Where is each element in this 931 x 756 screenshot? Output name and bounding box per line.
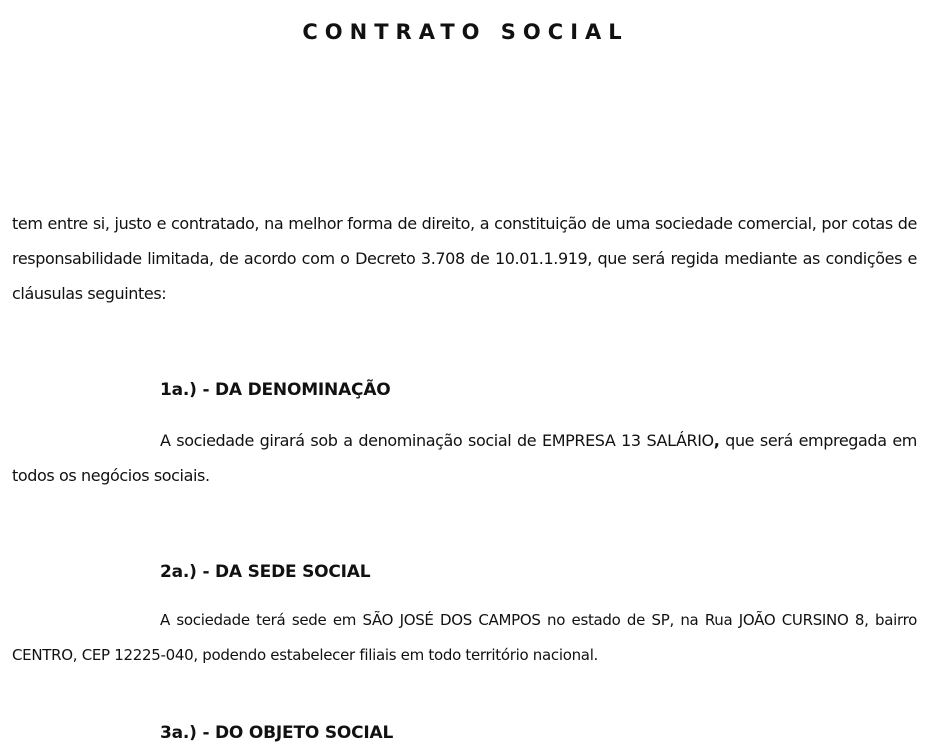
document-title: CONTRATO SOCIAL bbox=[302, 20, 629, 44]
section-text-denominacao-end: que será empregada em todos os negócios sociais. bbox=[12, 431, 917, 485]
section-heading-denominacao: 1a.) - DA DENOMINAÇÃO bbox=[160, 380, 391, 400]
section-heading-sede: 2a.) - DA SEDE SOCIAL bbox=[160, 562, 371, 582]
section-text-denominacao bbox=[12, 423, 917, 493]
section-text-denominacao-comma: , bbox=[713, 431, 720, 450]
section-heading-objeto: 3a.) - DO OBJETO SOCIAL bbox=[160, 723, 394, 743]
intro-paragraph: tem entre si, justo e contratado, na melhor forma de direito, a constituição de uma sociedade comercial, por cotas de responsabilidade limitada, de acordo com o Decreto 3.708 de 10.01.1.919, que será regida mediante as condições e cláusulas seguintes: bbox=[12, 214, 917, 303]
section-text-sede: A sociedade terá sede em SÃO JOSÉ DOS CAMPOS no estado de SP, na Rua JOÃO CURSINO 8, bairro CENTRO, CEP 12225-040, podendo estabelecer filiais em todo território nacional. bbox=[12, 611, 917, 664]
section-text-denominacao-start: A sociedade girará sob a denominação social de EMPRESA 13 SALÁRIO bbox=[160, 431, 714, 450]
